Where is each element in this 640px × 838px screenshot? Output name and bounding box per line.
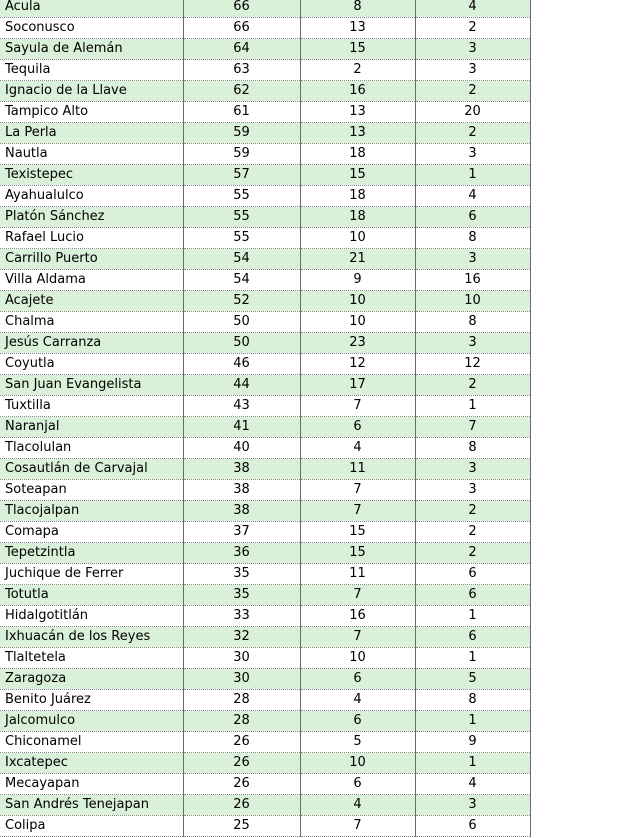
- value-cell-3: 2: [415, 18, 530, 39]
- table-row: [0, 81, 530, 102]
- value-cell-3: 2: [415, 123, 530, 144]
- value-cell-3: 6: [415, 627, 530, 648]
- municipality-cell: Tlacojalpan: [0, 501, 183, 522]
- table-row: [0, 291, 530, 312]
- municipality-cell: Ayahualulco: [0, 186, 183, 207]
- value-cell-2: 7: [300, 585, 415, 606]
- table-row: [0, 123, 530, 144]
- municipality-cell: Benito Juárez: [0, 690, 183, 711]
- table-row: [0, 0, 530, 18]
- municipality-cell: Jalcomulco: [0, 711, 183, 732]
- value-cell-3: 2: [415, 375, 530, 396]
- municipality-cell: Soteapan: [0, 480, 183, 501]
- municipality-cell: Texistepec: [0, 165, 183, 186]
- value-cell-1: 38: [183, 501, 300, 522]
- municipality-cell: Jesús Carranza: [0, 333, 183, 354]
- table-row: [0, 585, 530, 606]
- value-cell-1: 44: [183, 375, 300, 396]
- table-row: [0, 753, 530, 774]
- value-cell-3: 1: [415, 648, 530, 669]
- value-cell-3: 2: [415, 501, 530, 522]
- value-cell-2: 11: [300, 459, 415, 480]
- value-cell-1: 32: [183, 627, 300, 648]
- value-cell-1: 63: [183, 60, 300, 81]
- value-cell-3: 8: [415, 438, 530, 459]
- value-cell-3: 3: [415, 480, 530, 501]
- municipality-cell: Cosautlán de Carvajal: [0, 459, 183, 480]
- table-row: [0, 690, 530, 711]
- value-cell-2: 18: [300, 186, 415, 207]
- value-cell-3: 7: [415, 417, 530, 438]
- municipality-cell: Hidalgotitlán: [0, 606, 183, 627]
- table-row: [0, 606, 530, 627]
- municipality-cell: Totutla: [0, 585, 183, 606]
- value-cell-1: 30: [183, 648, 300, 669]
- value-cell-1: 50: [183, 333, 300, 354]
- value-cell-2: 4: [300, 795, 415, 816]
- value-cell-2: 7: [300, 816, 415, 837]
- table-row: [0, 732, 530, 753]
- value-cell-3: 9: [415, 732, 530, 753]
- value-cell-3: 10: [415, 291, 530, 312]
- table-row: [0, 333, 530, 354]
- value-cell-2: 7: [300, 627, 415, 648]
- municipality-cell: Rafael Lucio: [0, 228, 183, 249]
- municipality-cell: Chiconamel: [0, 732, 183, 753]
- value-cell-3: 3: [415, 144, 530, 165]
- table-row: [0, 774, 530, 795]
- value-cell-2: 4: [300, 690, 415, 711]
- table-row: [0, 438, 530, 459]
- value-cell-2: 7: [300, 396, 415, 417]
- value-cell-2: 11: [300, 564, 415, 585]
- value-cell-2: 13: [300, 102, 415, 123]
- municipality-cell: La Perla: [0, 123, 183, 144]
- value-cell-1: 37: [183, 522, 300, 543]
- value-cell-2: 10: [300, 648, 415, 669]
- value-cell-2: 6: [300, 417, 415, 438]
- value-cell-1: 26: [183, 795, 300, 816]
- table-row: [0, 102, 530, 123]
- value-cell-2: 6: [300, 669, 415, 690]
- municipality-cell: Platón Sánchez: [0, 207, 183, 228]
- table-row: [0, 417, 530, 438]
- value-cell-1: 46: [183, 354, 300, 375]
- value-cell-1: 55: [183, 186, 300, 207]
- table-row: [0, 270, 530, 291]
- value-cell-3: 8: [415, 228, 530, 249]
- municipality-cell: Tlaltetela: [0, 648, 183, 669]
- table-row: [0, 228, 530, 249]
- value-cell-2: 18: [300, 144, 415, 165]
- table-row: [0, 522, 530, 543]
- value-cell-2: 21: [300, 249, 415, 270]
- value-cell-2: 15: [300, 522, 415, 543]
- value-cell-3: 16: [415, 270, 530, 291]
- value-cell-2: 9: [300, 270, 415, 291]
- value-cell-1: 38: [183, 459, 300, 480]
- municipality-cell: Zaragoza: [0, 669, 183, 690]
- value-cell-3: 4: [415, 774, 530, 795]
- municipality-cell: Ixcatepec: [0, 753, 183, 774]
- value-cell-2: 10: [300, 291, 415, 312]
- municipality-cell: Coyutla: [0, 354, 183, 375]
- value-cell-3: 2: [415, 522, 530, 543]
- municipality-cell: Chalma: [0, 312, 183, 333]
- value-cell-3: 6: [415, 585, 530, 606]
- value-cell-3: 8: [415, 312, 530, 333]
- table-row: [0, 627, 530, 648]
- table-row: [0, 39, 530, 60]
- value-cell-1: 50: [183, 312, 300, 333]
- municipality-cell: Tuxtilla: [0, 396, 183, 417]
- value-cell-1: 38: [183, 480, 300, 501]
- value-cell-1: 30: [183, 669, 300, 690]
- table-row: [0, 648, 530, 669]
- value-cell-1: 55: [183, 207, 300, 228]
- municipality-cell: Tepetzintla: [0, 543, 183, 564]
- value-cell-1: 54: [183, 270, 300, 291]
- value-cell-1: 59: [183, 123, 300, 144]
- table-row: [0, 711, 530, 732]
- value-cell-2: 4: [300, 438, 415, 459]
- value-cell-2: 15: [300, 165, 415, 186]
- value-cell-3: 5: [415, 669, 530, 690]
- table-row: [0, 60, 530, 81]
- table-row: [0, 249, 530, 270]
- value-cell-3: 3: [415, 795, 530, 816]
- value-cell-1: 35: [183, 585, 300, 606]
- value-cell-2: 15: [300, 39, 415, 60]
- municipality-cell: Acula: [0, 0, 183, 18]
- table-row: [0, 459, 530, 480]
- table-row: [0, 564, 530, 585]
- value-cell-2: 7: [300, 480, 415, 501]
- municipality-cell: Juchique de Ferrer: [0, 564, 183, 585]
- table-row: [0, 207, 530, 228]
- value-cell-3: 12: [415, 354, 530, 375]
- value-cell-1: 36: [183, 543, 300, 564]
- value-cell-2: 7: [300, 501, 415, 522]
- value-cell-3: 3: [415, 459, 530, 480]
- table-row: [0, 375, 530, 396]
- table-row: [0, 480, 530, 501]
- value-cell-1: 52: [183, 291, 300, 312]
- value-cell-3: 2: [415, 81, 530, 102]
- municipality-cell: Comapa: [0, 522, 183, 543]
- municipality-cell: Ixhuacán de los Reyes: [0, 627, 183, 648]
- value-cell-2: 13: [300, 18, 415, 39]
- value-cell-3: 3: [415, 39, 530, 60]
- value-cell-3: 1: [415, 396, 530, 417]
- table-row: [0, 669, 530, 690]
- value-cell-2: 17: [300, 375, 415, 396]
- value-cell-1: 41: [183, 417, 300, 438]
- value-cell-2: 18: [300, 207, 415, 228]
- value-cell-2: 2: [300, 60, 415, 81]
- municipality-cell: Soconusco: [0, 18, 183, 39]
- value-cell-3: 3: [415, 333, 530, 354]
- value-cell-3: 3: [415, 249, 530, 270]
- municipality-cell: Sayula de Alemán: [0, 39, 183, 60]
- value-cell-1: 62: [183, 81, 300, 102]
- value-cell-3: 6: [415, 564, 530, 585]
- value-cell-3: 4: [415, 186, 530, 207]
- value-cell-3: 1: [415, 711, 530, 732]
- value-cell-3: 2: [415, 543, 530, 564]
- value-cell-1: 28: [183, 690, 300, 711]
- municipality-cell: Tlacolulan: [0, 438, 183, 459]
- value-cell-3: 6: [415, 816, 530, 837]
- table-row: [0, 501, 530, 522]
- value-cell-3: 1: [415, 606, 530, 627]
- value-cell-3: 20: [415, 102, 530, 123]
- value-cell-2: 6: [300, 711, 415, 732]
- value-cell-1: 57: [183, 165, 300, 186]
- municipality-cell: Ignacio de la Llave: [0, 81, 183, 102]
- table-row: [0, 312, 530, 333]
- value-cell-1: 28: [183, 711, 300, 732]
- value-cell-1: 43: [183, 396, 300, 417]
- value-cell-2: 23: [300, 333, 415, 354]
- value-cell-1: 54: [183, 249, 300, 270]
- value-cell-2: 12: [300, 354, 415, 375]
- value-cell-1: 33: [183, 606, 300, 627]
- value-cell-1: 55: [183, 228, 300, 249]
- value-cell-1: 40: [183, 438, 300, 459]
- municipality-cell: Naranjal: [0, 417, 183, 438]
- table-row: [0, 816, 530, 837]
- value-cell-2: 8: [300, 0, 415, 18]
- value-cell-1: 61: [183, 102, 300, 123]
- table-row: [0, 795, 530, 816]
- value-cell-2: 15: [300, 543, 415, 564]
- municipality-cell: Villa Aldama: [0, 270, 183, 291]
- municipality-cell: San Andrés Tenejapan: [0, 795, 183, 816]
- value-cell-1: 26: [183, 753, 300, 774]
- municipality-cell: San Juan Evangelista: [0, 375, 183, 396]
- table-row: [0, 18, 530, 39]
- municipality-cell: Nautla: [0, 144, 183, 165]
- table-row: [0, 165, 530, 186]
- value-cell-3: 1: [415, 165, 530, 186]
- municipality-cell: Colipa: [0, 816, 183, 837]
- value-cell-2: 10: [300, 753, 415, 774]
- value-cell-1: 66: [183, 18, 300, 39]
- municipality-cell: Acajete: [0, 291, 183, 312]
- value-cell-3: 3: [415, 60, 530, 81]
- value-cell-1: 26: [183, 732, 300, 753]
- value-cell-2: 5: [300, 732, 415, 753]
- value-cell-3: 4: [415, 0, 530, 18]
- municipality-cell: Tampico Alto: [0, 102, 183, 123]
- value-cell-2: 13: [300, 123, 415, 144]
- value-cell-1: 66: [183, 0, 300, 18]
- value-cell-1: 26: [183, 774, 300, 795]
- value-cell-3: 1: [415, 753, 530, 774]
- value-cell-2: 6: [300, 774, 415, 795]
- municipality-cell: Tequila: [0, 60, 183, 81]
- table-row: [0, 543, 530, 564]
- value-cell-2: 16: [300, 606, 415, 627]
- value-cell-3: 6: [415, 207, 530, 228]
- value-cell-1: 64: [183, 39, 300, 60]
- table-row: [0, 396, 530, 417]
- value-cell-2: 10: [300, 228, 415, 249]
- value-cell-1: 35: [183, 564, 300, 585]
- value-cell-3: 8: [415, 690, 530, 711]
- table-row: [0, 186, 530, 207]
- municipality-cell: Carrillo Puerto: [0, 249, 183, 270]
- table-row: [0, 144, 530, 165]
- value-cell-2: 10: [300, 312, 415, 333]
- value-cell-1: 25: [183, 816, 300, 837]
- municipality-cell: Mecayapan: [0, 774, 183, 795]
- value-cell-2: 16: [300, 81, 415, 102]
- table-row: [0, 354, 530, 375]
- value-cell-1: 59: [183, 144, 300, 165]
